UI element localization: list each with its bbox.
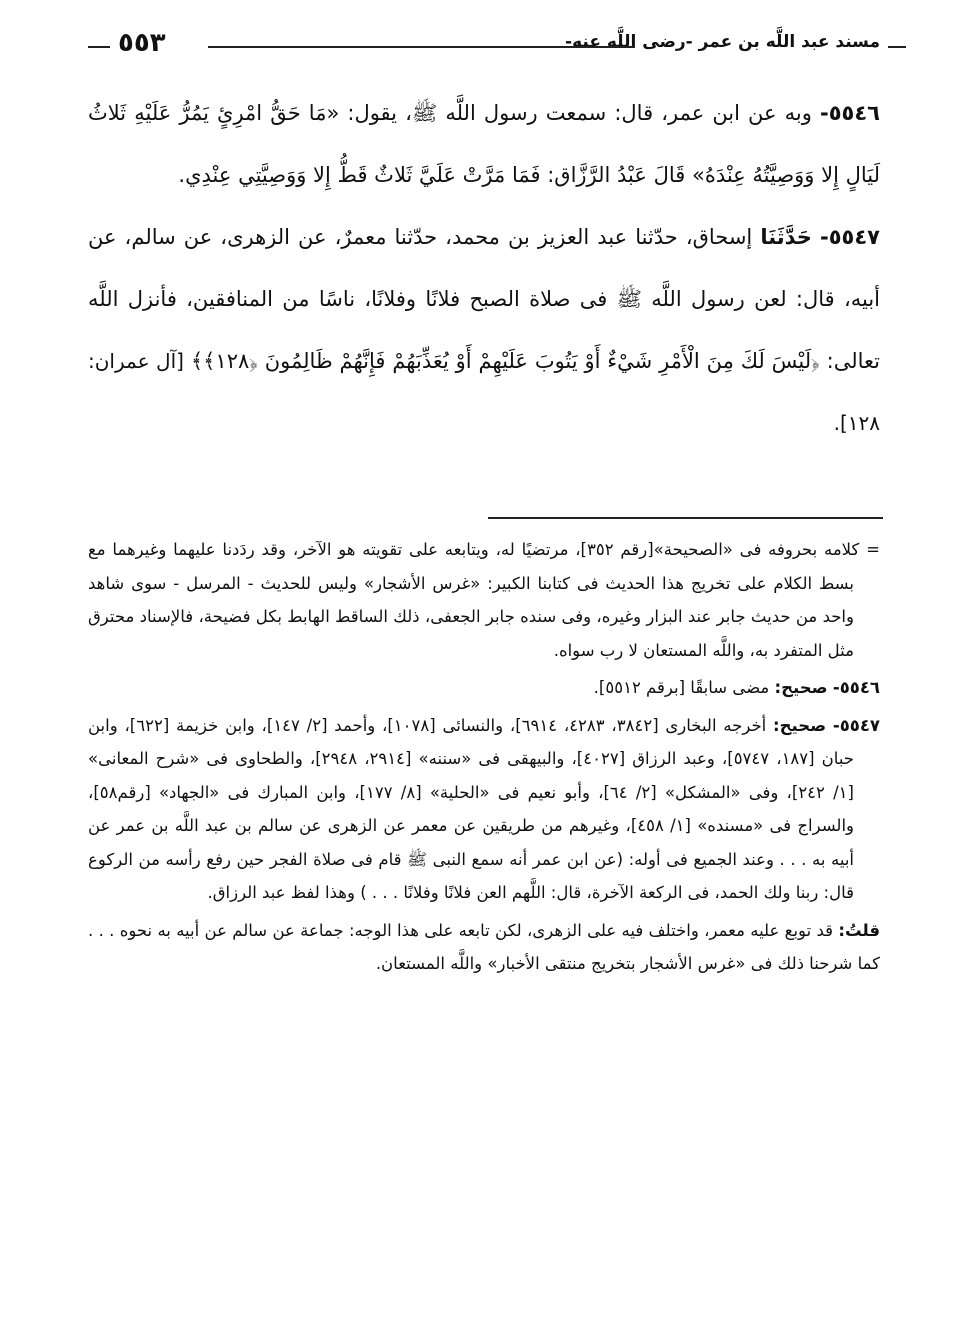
hadith-lead: حَدَّثَنَا: [760, 225, 812, 249]
note-label: قلتُ:: [838, 920, 880, 940]
note-text: مضى سابقًا [برقم ٥٥١٢].: [593, 678, 770, 697]
note-grade: صحيح:: [774, 678, 828, 697]
note-5546: [88, 671, 880, 705]
page-header: [88, 30, 880, 62]
note-number: ٥٥٤٦-: [832, 678, 880, 697]
note-number: ٥٥٤٧-: [832, 715, 880, 735]
hadith-5547: [88, 206, 880, 454]
note-5547: [88, 709, 880, 910]
note-grade: صحيح:: [773, 715, 827, 735]
footnotes: [88, 533, 880, 981]
header-rule-right: [888, 46, 906, 48]
note-text: = كلامه بحروفه فى «الصحيحة»[رقم ٣٥٢]، مرتضيًا له، ويتابعه على تقويته هو الآخر، وقد ردَدنا عليهما وغيرهما مع بسط الكلام على تخريج هذا الحديث فى كتابنا الكبير: «غرس الأشجار» وليس للحديث - المرسل - سوى شاهد واحد من حديث جابر عند البزار وغيره، وفى سنده جابر الجعفى، ذلك الساقط الهابط بكل فضيحة، فالإسناد محترق مثل المتفرد به، واللَّه المستعان لا رب سواه.: [88, 540, 880, 660]
quran-reference: [آل عمران: ١٢٨].: [88, 349, 880, 435]
footnote-separator: [488, 517, 883, 519]
main-text: [88, 82, 880, 454]
hadith-text: إسحاق، حدّثنا عبد العزيز بن محمد، حدّثنا معمرٌ، عن الزهرى، عن سالم، عن أبيه، قال: لعن رسول اللَّه ﷺ فى صلاة الصبح فلانًا وفلانًا، ناسًا من المنافقين، فأنزل اللَّه تعالى: ﴿لَيْسَ لَكَ مِنَ الْأَمْرِ شَيْءٌ أَوْ يَتُوبَ عَلَيْهِمْ أَوْ يُعَذِّبَهُمْ فَإِنَّهُمْ ظَالِمُونَ ﴿١٢٨﴾﴾: [88, 225, 880, 373]
note-text: أخرجه البخارى [٣٨٤٢، ٤٢٨٣، ٦٩١٤]، والنسائى [١٠٧٨]، وأحمد [٢/ ١٤٧]، وابن خزيمة [٦٢٢]، وابن حبان [١٨٧، ٥٧٤٧]، وعبد الرزاق [٤٠٢٧]، والبيهقى فى «سننه» [٢٩١٤، ٢٩٤٨]، والطحاوى فى «شرح المعانى» [١/ ٢٤٢]، وفى «المشكل» [٢/ ٦٤]، وأبو نعيم فى «الحلية» [٨/ ١٧٧]، وابن المبارك فى «الجهاد» [رقم٥٨]، والسراج فى «مسنده» [١/ ٤٥٨]، وغيرهم من طريقين عن معمر عن الزهرى عن سالم بن عبد اللَّه بن عمر عن أبيه به . . . وعند الجميع فى أوله: (عن ابن عمر أنه سمع النبى ﷺ قام فى صلاة الفجر حين رفع رأسه من الركوع قال: ربنا ولك الحمد، فى الركعة الآخرة، قال: اللَّهم العن فلانًا وفلانًا . . . ) وهذا لفظ عبد الرزاق.: [88, 715, 855, 902]
page-number: ٥٥٣: [118, 28, 166, 58]
note-comment: [88, 914, 880, 981]
header-rule: [208, 46, 635, 48]
hadith-5546: [88, 82, 880, 206]
note-text: قد توبع عليه معمر، واختلف فيه على الزهرى، لكن تابعه على هذا الوجه: جماعة عن سالم عن أبيه به نحوه . . . كما شرحنا ذلك فى «غرس الأشجار بتخريج منتقى الأخبار» واللَّه المستعان.: [88, 920, 880, 973]
note-continuation: [88, 533, 880, 667]
running-title: مسند عبد اللَّه بن عمر -رضى اللَّه عنه-: [565, 32, 880, 52]
hadith-number: ٥٥٤٧-: [819, 225, 880, 249]
hadith-text: وبه عن ابن عمر، قال: سمعت رسول اللَّه ﷺ، يقول: «مَا حَقُّ امْرِئٍ يَمُرُّ عَلَيْهِ ثَلاثُ لَيَالٍ إِلا وَوَصِيَّتُهُ عِنْدَهُ» قَالَ عَبْدُ الرَّزَّاق: فَمَا مَرَّتْ عَلَيَّ ثَلاثٌ قَطُّ إِلا وَوَصِيَّتِي عِنْدِي.: [88, 101, 880, 187]
header-rule-left: [88, 46, 110, 48]
hadith-number: ٥٥٤٦-: [820, 101, 880, 125]
